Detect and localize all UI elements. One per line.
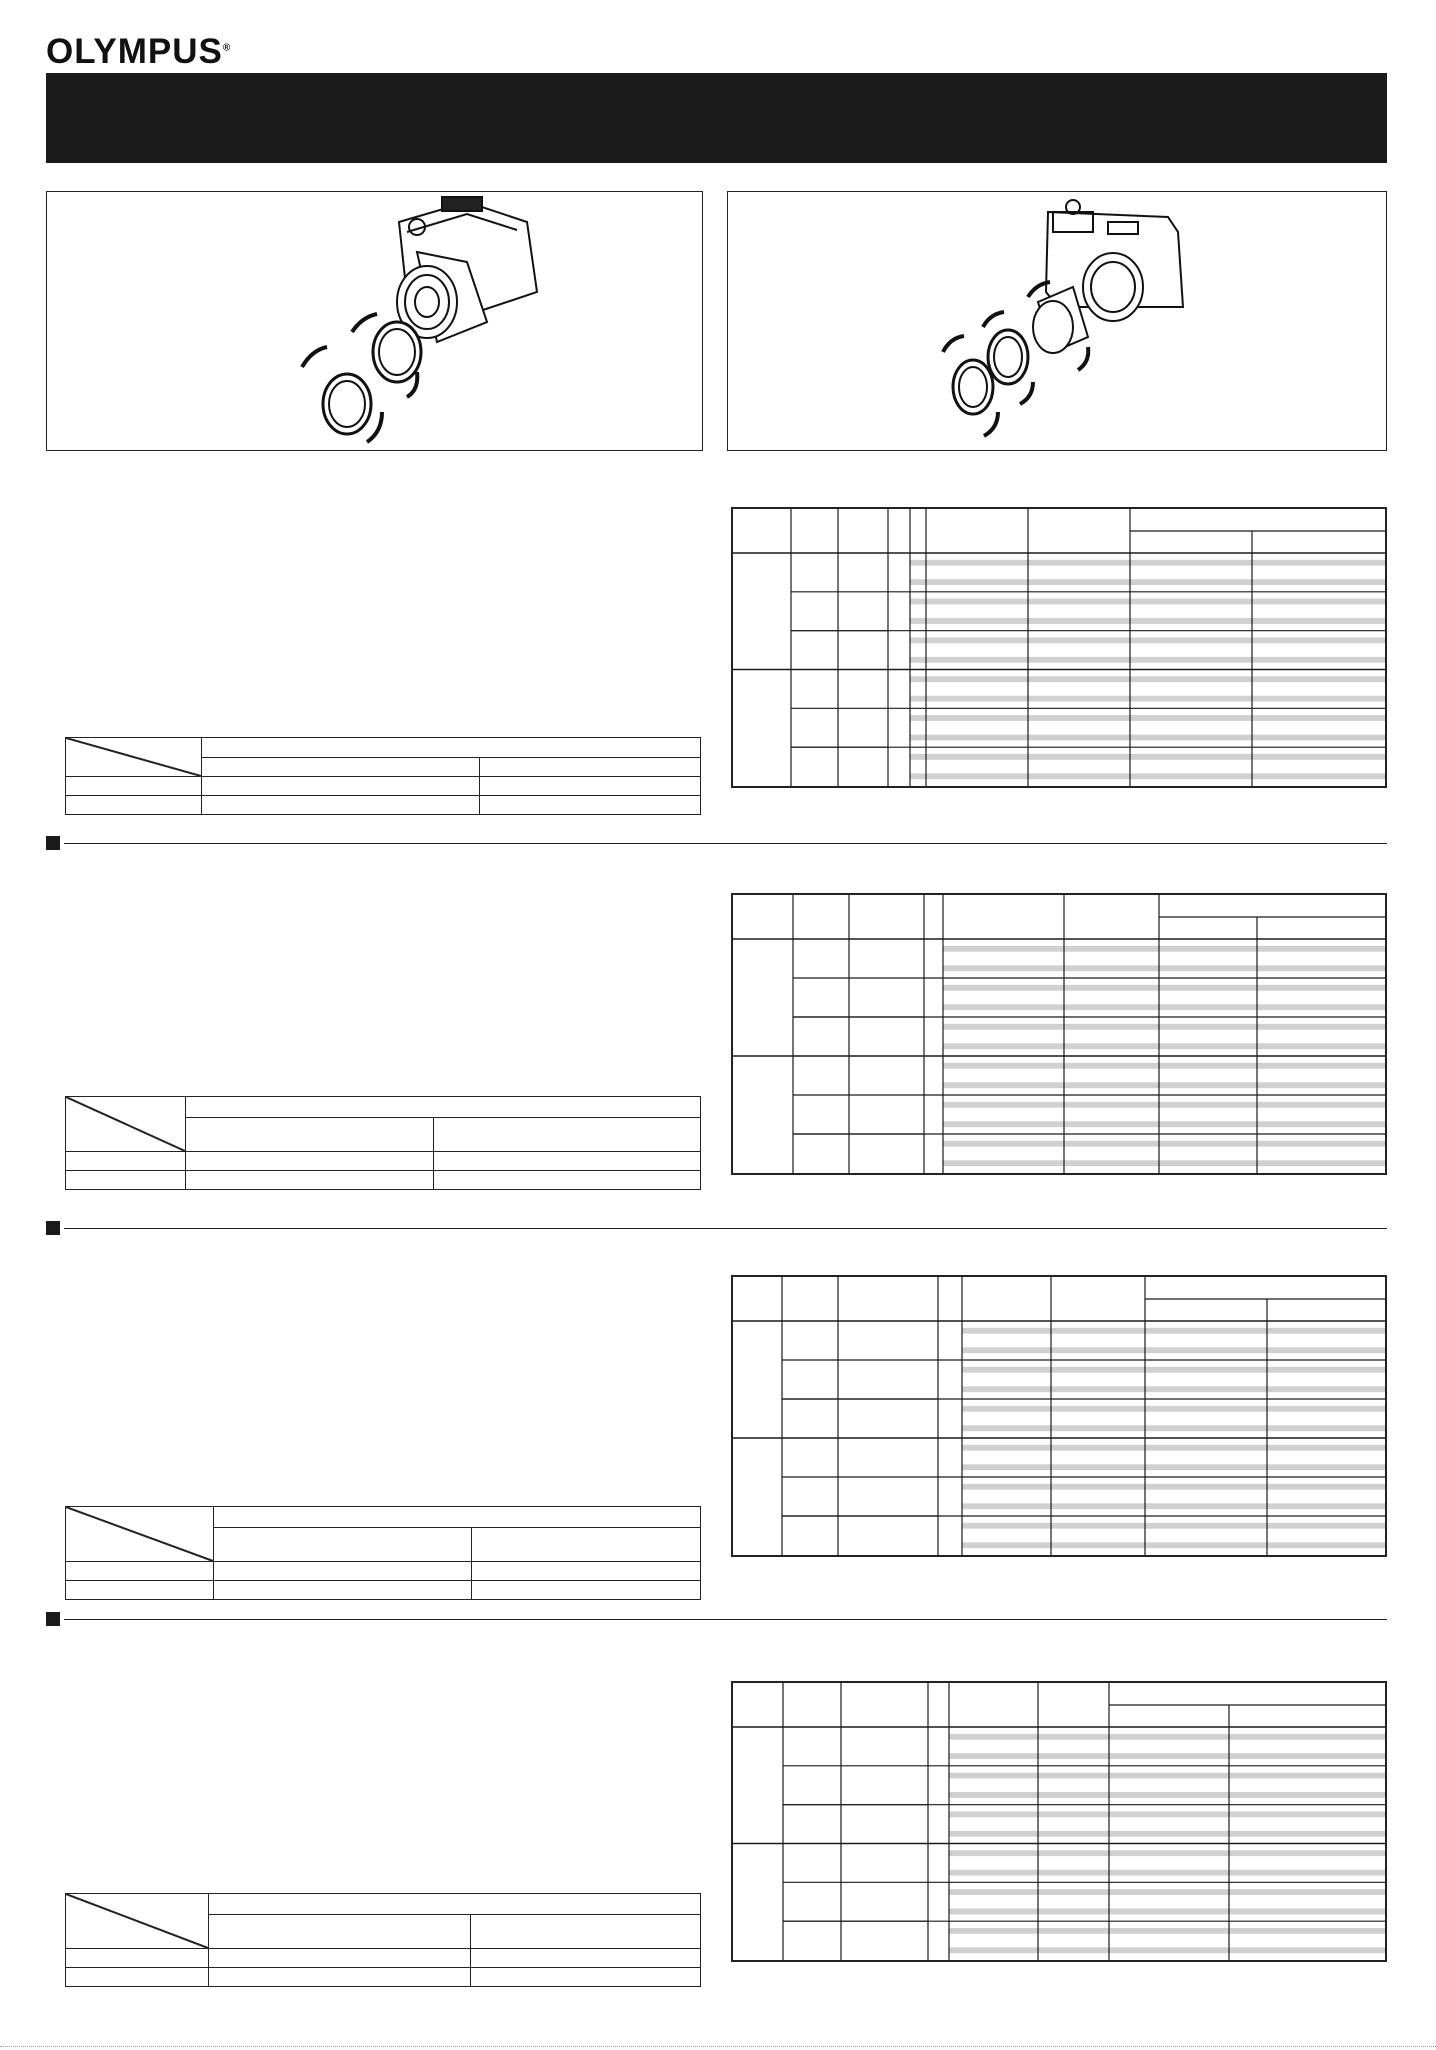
- compat-table-2: [731, 893, 1387, 1175]
- stripe-row: [949, 1773, 1385, 1779]
- stripe-row: [943, 1082, 1385, 1088]
- stripe-row: [962, 1542, 1385, 1548]
- stripe-row: [949, 1870, 1385, 1876]
- stripe-row: [949, 1753, 1385, 1759]
- section-marker-1: [46, 836, 60, 850]
- stripe-row: [949, 1734, 1385, 1740]
- compat-table-4: [731, 1681, 1387, 1962]
- stripe-row: [962, 1347, 1385, 1353]
- stripe-row: [910, 657, 1385, 663]
- spec-table-3: [65, 1506, 701, 1600]
- stripe-row: [943, 1063, 1385, 1069]
- compat-table-3: [731, 1275, 1387, 1557]
- stripe-row: [962, 1464, 1385, 1470]
- stripe-row: [962, 1523, 1385, 1529]
- spec-table-1: [65, 737, 701, 815]
- stripe-row: [910, 754, 1385, 760]
- stripe-row: [943, 1004, 1385, 1010]
- stripe-row: [943, 1121, 1385, 1127]
- stripe-row: [949, 1947, 1385, 1953]
- stripe-row: [962, 1503, 1385, 1509]
- stripe-row: [962, 1425, 1385, 1431]
- stripe-row: [962, 1328, 1385, 1334]
- stripe-row: [910, 599, 1385, 605]
- stripe-row: [949, 1831, 1385, 1837]
- section-marker-2: [46, 1221, 60, 1235]
- illustration-right: [727, 191, 1387, 451]
- stripe-row: [943, 1024, 1385, 1030]
- stripe-row: [962, 1386, 1385, 1392]
- stripe-row: [962, 1484, 1385, 1490]
- section-rule-1: [64, 843, 1387, 844]
- stripe-row: [943, 946, 1385, 952]
- stripe-row: [949, 1850, 1385, 1856]
- title-banner: [46, 73, 1387, 163]
- stripe-row: [943, 1102, 1385, 1108]
- stripe-row: [910, 696, 1385, 702]
- stripe-row: [949, 1909, 1385, 1915]
- stripe-row: [943, 965, 1385, 971]
- stripe-row: [943, 1141, 1385, 1147]
- stripe-row: [910, 579, 1385, 585]
- stripe-row: [910, 773, 1385, 779]
- stripe-row: [949, 1811, 1385, 1817]
- table-grid: [733, 1683, 1385, 1960]
- section-rule-3: [64, 1619, 1387, 1620]
- stripe-row: [949, 1889, 1385, 1895]
- stripe-row: [949, 1792, 1385, 1798]
- stripe-row: [962, 1406, 1385, 1412]
- stripe-row: [943, 1160, 1385, 1166]
- stripe-row: [943, 985, 1385, 991]
- stripe-row: [910, 618, 1385, 624]
- camera-adapter-rings-drawing: [728, 192, 1388, 452]
- spec-table-4: [65, 1893, 701, 1987]
- compat-table-1: [731, 507, 1387, 788]
- stripe-row: [943, 1043, 1385, 1049]
- table-grid: [733, 895, 1385, 1173]
- stripe-row: [910, 715, 1385, 721]
- spec-table-2: [65, 1096, 701, 1190]
- footer-dotted-line: [0, 2046, 1436, 2047]
- table-grid: [733, 509, 1385, 786]
- stripe-row: [962, 1367, 1385, 1373]
- stripe-row: [910, 676, 1385, 682]
- section-marker-3: [46, 1612, 60, 1626]
- camera-lens-rings-drawing: [47, 192, 704, 452]
- olympus-logo: OLYMPUS®: [46, 32, 232, 71]
- stripe-row: [910, 637, 1385, 643]
- stripe-row: [910, 735, 1385, 741]
- stripe-row: [949, 1928, 1385, 1934]
- stripe-row: [962, 1445, 1385, 1451]
- table-grid: [733, 1277, 1385, 1555]
- stripe-row: [910, 560, 1385, 566]
- section-rule-2: [64, 1228, 1387, 1229]
- illustration-left: [46, 191, 703, 451]
